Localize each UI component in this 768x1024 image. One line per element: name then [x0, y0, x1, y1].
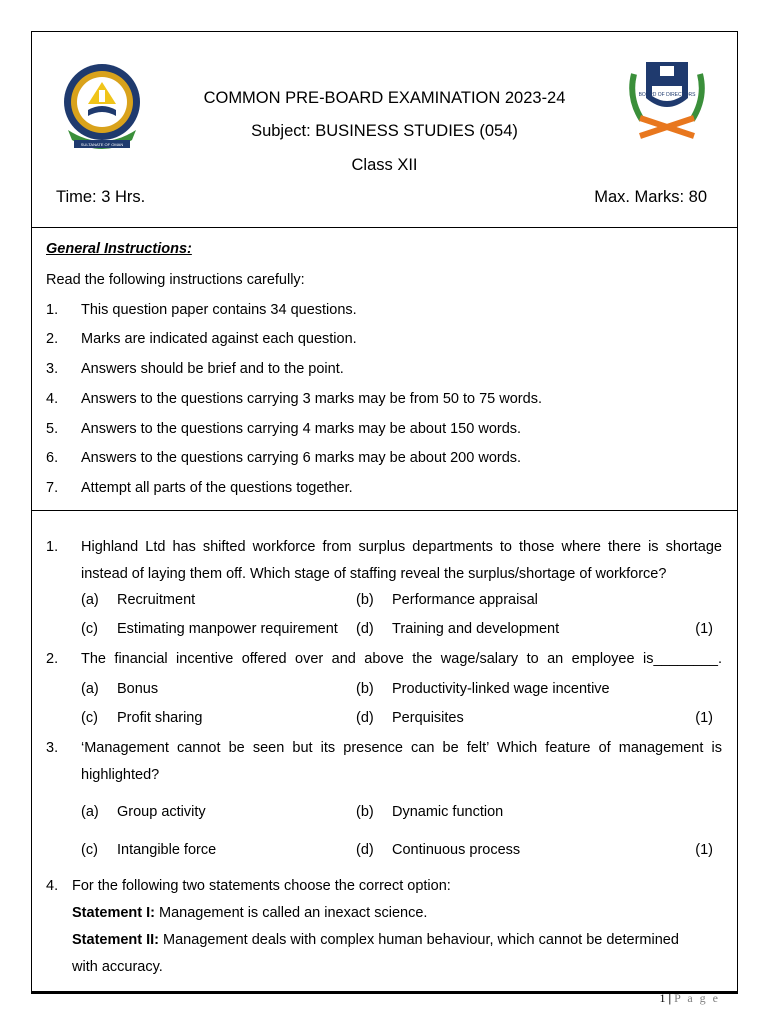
option-b [356, 592, 538, 608]
instruction-number: 1. [46, 302, 59, 318]
option-a [81, 681, 158, 697]
instruction-number: 2. [46, 331, 59, 347]
option-text: Perquisites [392, 710, 464, 726]
option-d [356, 842, 520, 858]
time-allowed: Time: 3 Hrs. [56, 188, 146, 206]
question-number: 3. [46, 740, 59, 756]
option-label: (d) [356, 621, 374, 637]
instruction-item [46, 450, 521, 466]
instruction-text: Answers should be brief and to the point. [81, 361, 344, 377]
page-number: 1 [659, 991, 666, 1005]
question-marks: (1) [695, 710, 713, 726]
option-d [356, 710, 464, 726]
option-text: Recruitment [117, 592, 196, 608]
statement-text: Management deals with complex human behaviour, which cannot be determined [159, 932, 679, 948]
question-text-line: highlighted? [81, 767, 160, 783]
statement-continuation: with accuracy. [72, 959, 163, 975]
statement-two [72, 932, 679, 948]
option-d [356, 621, 559, 637]
left-logo-text-bottom: SULTANATE OF OMAN [80, 142, 124, 147]
option-label: (d) [356, 710, 374, 726]
option-label: (c) [81, 842, 98, 858]
option-c [81, 842, 216, 858]
exam-paper-frame [31, 31, 738, 992]
option-text: Group activity [117, 804, 206, 820]
option-text: Profit sharing [117, 710, 203, 726]
option-text: Performance appraisal [392, 592, 538, 608]
right-logo-text: BOARD OF DIRECTORS [638, 92, 696, 98]
option-text: Estimating manpower requirement [117, 621, 338, 637]
option-label: (d) [356, 842, 374, 858]
instruction-item [46, 480, 353, 496]
page-label: P a g e [674, 991, 720, 1005]
question-text-line: For the following two statements choose the correct option: [72, 878, 451, 894]
option-label: (a) [81, 804, 99, 820]
question-text-line: The financial incentive offered over and above the wage/salary to an employee is________. [81, 651, 722, 667]
instruction-number: 4. [46, 391, 59, 407]
school-emblem-logo [58, 60, 146, 156]
option-text: Intangible force [117, 842, 217, 858]
option-a [81, 592, 195, 608]
page-separator: | [668, 991, 672, 1005]
exam-header [32, 32, 737, 228]
question-number: 4. [46, 878, 59, 894]
instruction-text: Answers to the questions carrying 4 marks may be about 150 words. [81, 421, 522, 437]
statement-label: Statement II: [72, 932, 160, 948]
instruction-text: This question paper contains 34 questions. [81, 302, 357, 318]
statement-text: Management is called an inexact science. [155, 905, 428, 921]
general-instructions [32, 227, 737, 511]
instruction-item [46, 302, 357, 318]
option-c [81, 621, 338, 637]
option-text: Dynamic function [392, 804, 504, 820]
instruction-number: 7. [46, 480, 59, 496]
option-label: (b) [356, 592, 374, 608]
question-number: 1. [46, 539, 59, 555]
option-text: Bonus [117, 681, 159, 697]
option-text: Productivity-linked wage incentive [392, 681, 610, 697]
max-marks: Max. Marks: 80 [594, 188, 707, 206]
option-label: (b) [356, 804, 374, 820]
bottom-rule [31, 992, 738, 994]
question-text-line: Highland Ltd has shifted workforce from surplus departments to those where there is shortage [81, 539, 722, 555]
question-number: 2. [46, 651, 59, 667]
option-a [81, 804, 206, 820]
instruction-item [46, 391, 542, 407]
instructions-intro: Read the following instructions carefully: [46, 272, 305, 288]
option-c [81, 710, 202, 726]
exam-title: COMMON PRE-BOARD EXAMINATION 2023-24 [203, 89, 566, 107]
instruction-number: 3. [46, 361, 59, 377]
instruction-text: Answers to the questions carrying 6 marks may be about 200 words. [81, 450, 522, 466]
instruction-item [46, 361, 344, 377]
instruction-number: 5. [46, 421, 59, 437]
option-label: (a) [81, 681, 99, 697]
page-footer [659, 991, 720, 1006]
class-line: Class XII [351, 156, 418, 174]
option-label: (c) [81, 710, 98, 726]
option-label: (a) [81, 592, 99, 608]
instruction-item [46, 421, 521, 437]
option-text: Training and development [392, 621, 560, 637]
subject-line: Subject: BUSINESS STUDIES (054) [251, 122, 518, 140]
instruction-text: Attempt all parts of the questions together. [81, 480, 353, 496]
instruction-number: 6. [46, 450, 59, 466]
question-text-line: instead of laying them off. Which stage of staffing reveal the surplus/shortage of workforce? [81, 566, 667, 582]
question-marks: (1) [695, 621, 713, 637]
instruction-text: Marks are indicated against each question. [81, 331, 357, 347]
instructions-title: General Instructions: [46, 241, 192, 257]
option-label: (c) [81, 621, 98, 637]
statement-label: Statement I: [72, 905, 155, 921]
question-text-line: ‘Management cannot be seen but its presence can be felt’ Which feature of management is [81, 740, 722, 756]
option-b [356, 681, 610, 697]
statement-one [72, 905, 427, 921]
option-b [356, 804, 503, 820]
option-text: Continuous process [392, 842, 521, 858]
question-marks: (1) [695, 842, 713, 858]
instruction-item [46, 331, 357, 347]
option-label: (b) [356, 681, 374, 697]
instruction-text: Answers to the questions carrying 3 marks may be from 50 to 75 words. [81, 391, 542, 407]
